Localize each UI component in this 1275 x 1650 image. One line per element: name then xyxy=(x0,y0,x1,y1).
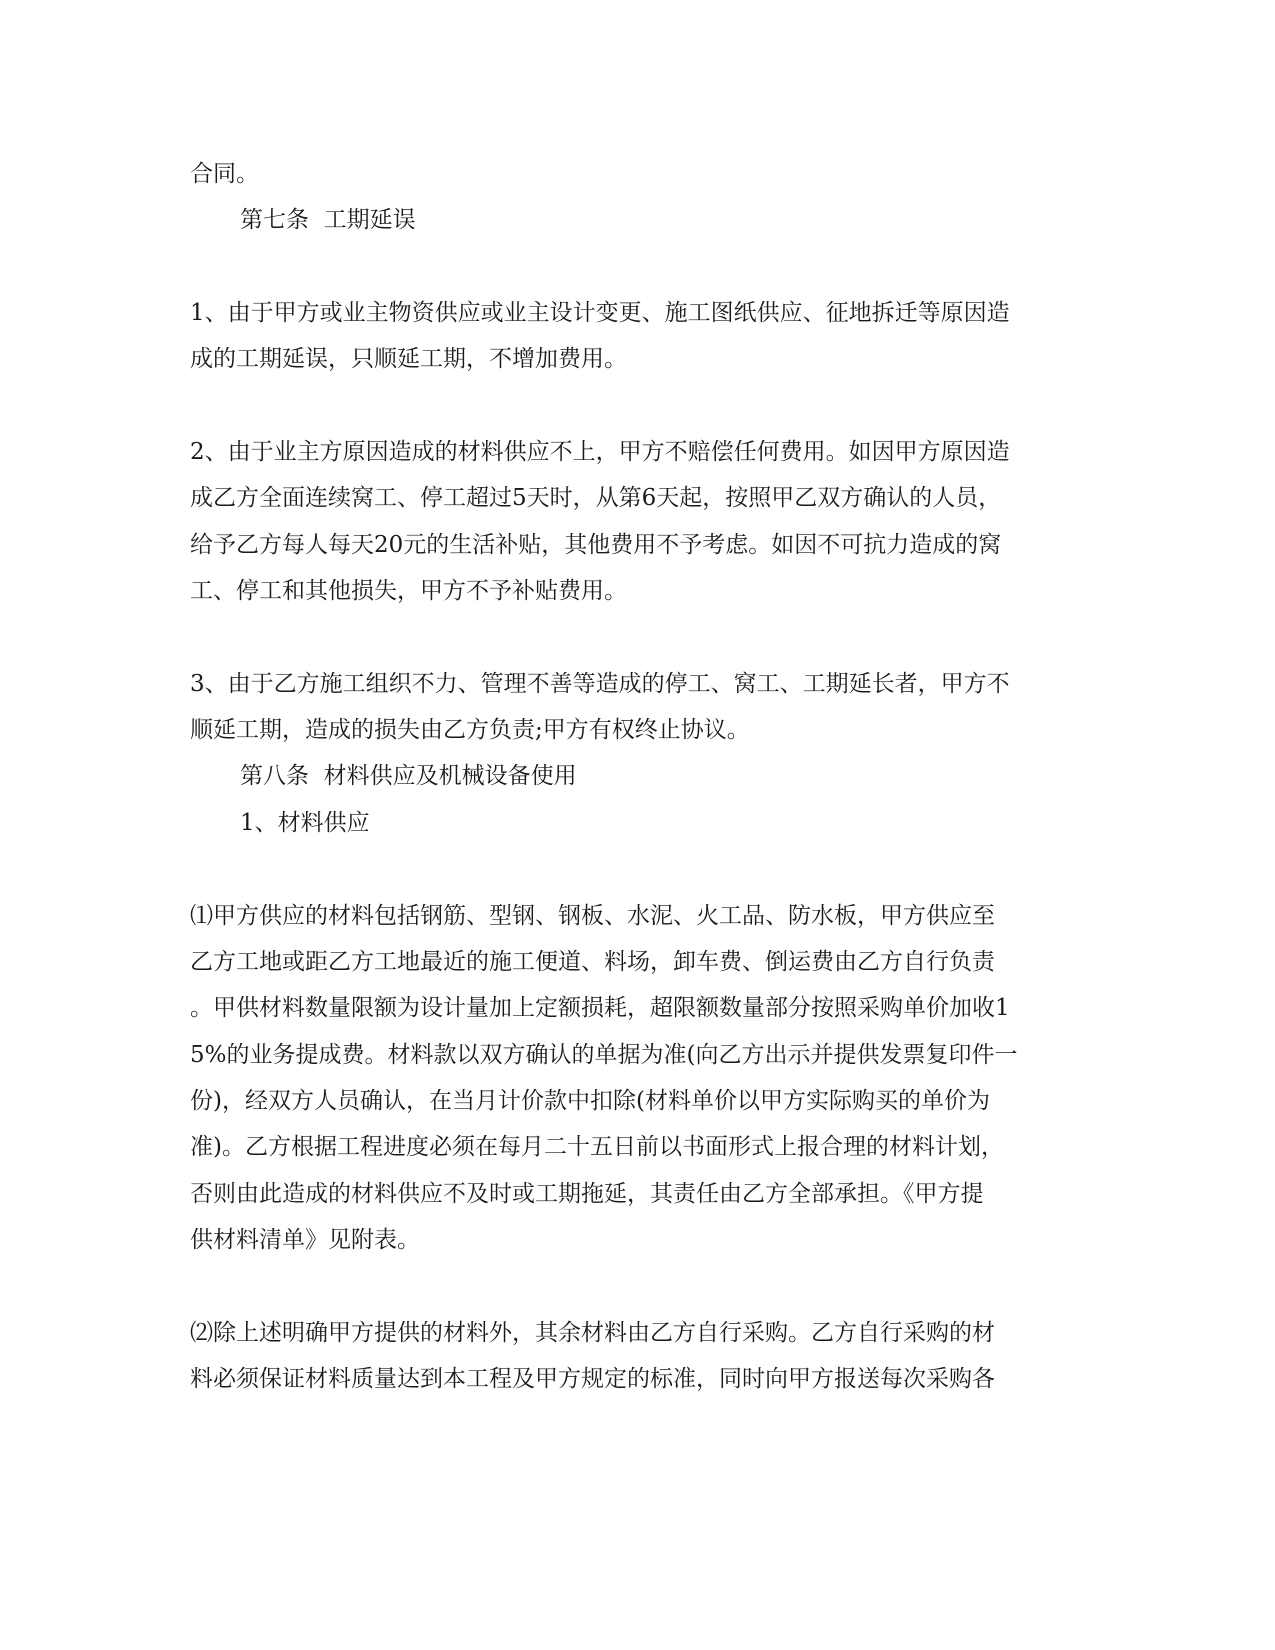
article-heading: 第七条 工期延误 xyxy=(240,207,416,233)
paragraph-line: 成乙方全面连续窝工、停工超过5天时，从第6天起，按照甲乙双方确认的人员， xyxy=(190,485,1002,511)
paragraph-line: 准)。乙方根据工程进度必须在每月二十五日前以书面形式上报合理的材料计划， xyxy=(190,1134,1004,1160)
paragraph-line: 乙方工地或距乙方工地最近的施工便道、料场，卸车费、倒运费由乙方自行负责 xyxy=(190,949,995,975)
paragraph-line: 合同。 xyxy=(190,161,259,187)
paragraph-line: 份)，经双方人员确认，在当月计价款中扣除(材料单价以甲方实际购买的单价为 xyxy=(190,1088,990,1114)
paragraph-line: 2、由于业主方原因造成的材料供应不上，甲方不赔偿任何费用。如因甲方原因造 xyxy=(190,439,1010,465)
paragraph-line: ⑴甲方供应的材料包括钢筋、型钢、钢板、水泥、火工品、防水板，甲方供应至 xyxy=(190,903,995,929)
paragraph-line: 。甲供材料数量限额为设计量加上定额损耗，超限额数量部分按照采购单价加收1 xyxy=(190,995,1010,1021)
subsection-heading: 1、材料供应 xyxy=(240,810,370,836)
paragraph-line: 工、停工和其他损失，甲方不予补贴费用。 xyxy=(190,578,627,604)
paragraph-line: 供材料清单》见附表。 xyxy=(190,1227,420,1253)
paragraph-line: 5%的业务提成费。材料款以双方确认的单据为准(向乙方出示并提供发票复印件一 xyxy=(190,1042,1018,1068)
paragraph-line: 否则由此造成的材料供应不及时或工期拖延，其责任由乙方全部承担。《甲方提 xyxy=(190,1181,984,1207)
article-heading: 第八条 材料供应及机械设备使用 xyxy=(240,763,577,789)
paragraph-line: 给予乙方每人每天20元的生活补贴，其他费用不予考虑。如因不可抗力造成的窝 xyxy=(190,532,1002,558)
paragraph-line: 3、由于乙方施工组织不力、管理不善等造成的停工、窝工、工期延长者，甲方不 xyxy=(190,671,1010,697)
paragraph-line: 顺延工期，造成的损失由乙方负责;甲方有权终止协议。 xyxy=(190,717,750,743)
paragraph-line: 成的工期延误，只顺延工期，不增加费用。 xyxy=(190,346,627,372)
paragraph-line: 料必须保证材料质量达到本工程及甲方规定的标准，同时向甲方报送每次采购各 xyxy=(190,1366,995,1392)
paragraph-line: 1、由于甲方或业主物资供应或业主设计变更、施工图纸供应、征地拆迁等原因造 xyxy=(190,300,1010,326)
paragraph-line: ⑵除上述明确甲方提供的材料外，其余材料由乙方自行采购。乙方自行采购的材 xyxy=(190,1320,995,1346)
